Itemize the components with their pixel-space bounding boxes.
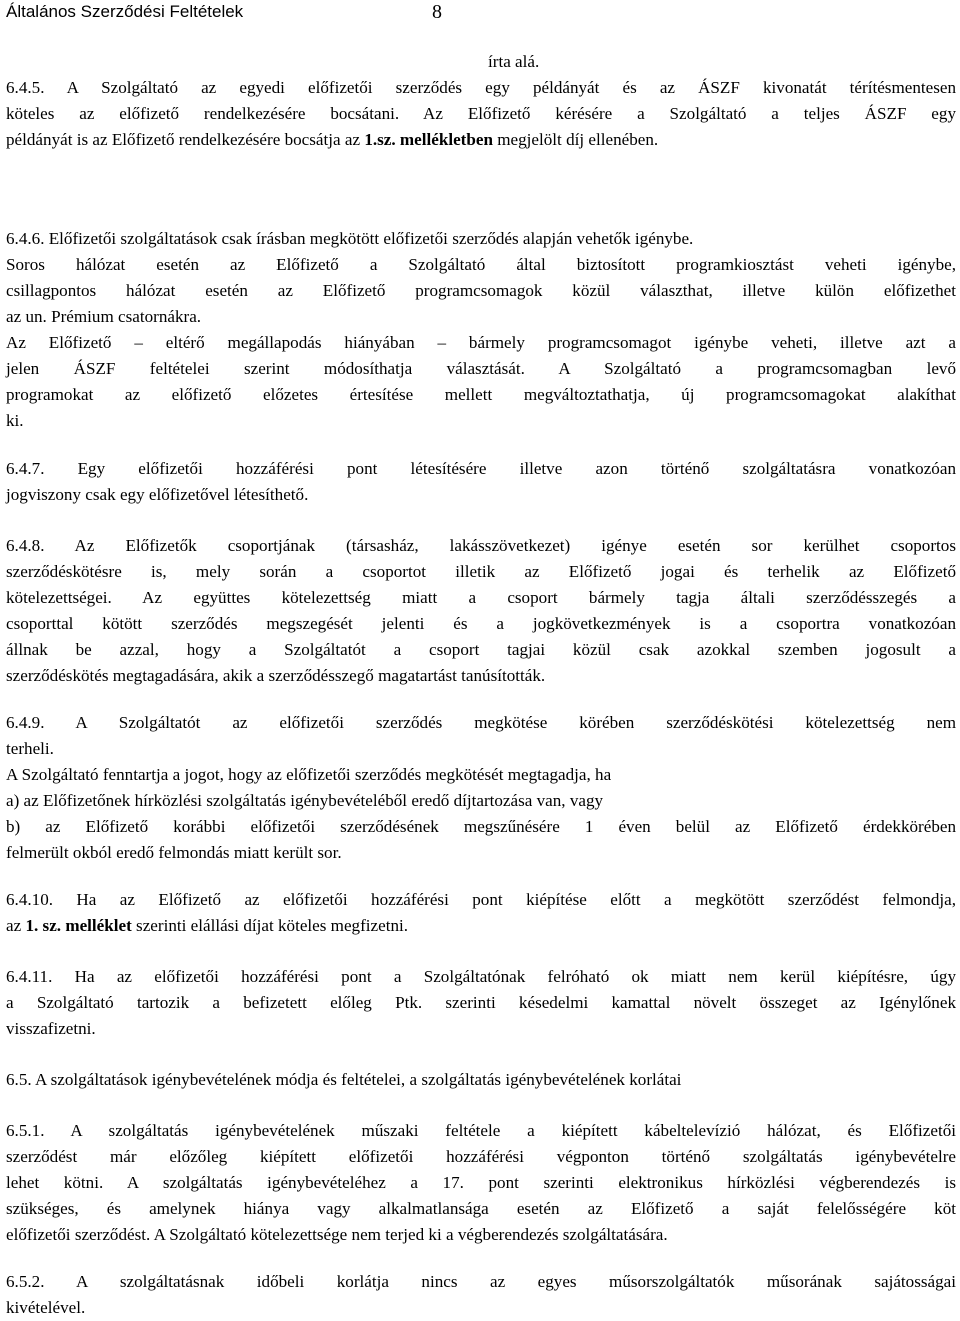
page-number: 8 xyxy=(432,1,442,23)
text-line: előfizetői szerződést. A Szolgáltató kötelezettsége nem terjed ki a végberendezés szolgáltatására. xyxy=(6,1225,668,1244)
text-line: ki. xyxy=(6,411,24,430)
text-line xyxy=(6,913,956,939)
text-span: megjelölt díj ellenében. xyxy=(492,130,659,149)
section-6-4-5 xyxy=(6,75,956,153)
text-line xyxy=(6,127,956,153)
text-line: 6.5.1. A szolgáltatás igénybevételének műszaki feltétele a kiépített kábeltelevízió hálózat, és Előfizetői xyxy=(6,1121,956,1140)
text-line: terheli. xyxy=(6,739,54,758)
section-6-4-7 xyxy=(6,456,956,508)
section-6-4-8 xyxy=(6,533,956,689)
section-6-4-10 xyxy=(6,887,956,939)
text-line: csoporttal kötött szerződés megszegését jelenti és a jogkövetkezmények is a csoportra vonatkozóan xyxy=(6,614,956,633)
text-line: 6.4.6. Előfizetői szolgáltatások csak írásban megkötött előfizetői szerződés alapján vehetők igénybe. xyxy=(6,229,694,248)
section-6-4-9 xyxy=(6,710,956,866)
text-span: az xyxy=(6,916,26,935)
document-header-title: Általános Szerződési Feltételek xyxy=(6,2,244,21)
continued-line: írta alá. xyxy=(488,52,540,71)
bold-reference: 1.sz. mellékletben xyxy=(364,130,493,149)
text-span: példányát is az Előfizető rendelkezésére bocsátja az xyxy=(6,130,365,149)
text-line: a Szolgáltató tartozik a befizetett előleg Ptk. szerinti késedelmi kamattal növelt összeget az Igénylőnek xyxy=(6,993,956,1012)
text-line: csillagpontos hálózat esetén az Előfizető programcsomagok közül választhat, illetve külön előfizethet xyxy=(6,281,956,300)
text-line: visszafizetni. xyxy=(6,1019,96,1038)
bold-reference: 1. sz. melléklet xyxy=(25,916,132,935)
text-line: Soros hálózat esetén az Előfizető a Szolgáltató által biztosított programkiosztást veheti igénybe, xyxy=(6,255,956,274)
text-line: jogviszony csak egy előfizetővel létesíthető. xyxy=(6,485,309,504)
text-line: szükséges, és amelynek hiánya vagy alkalmatlansága esetén az Előfizető a saját felelősségére köt xyxy=(6,1199,956,1218)
section-6-5 xyxy=(6,1067,956,1093)
text-line: 6.4.5. A Szolgáltató az egyedi előfizetői szerződés egy példányát és az ÁSZF kivonatát térítésmentesen xyxy=(6,78,956,97)
text-line: szerződést már előzőleg kiépített előfizetői hozzáférési végponton történő szolgáltatás igénybevételre xyxy=(6,1147,956,1166)
text-line: lehet kötni. A szolgáltatás igénybevételéhez a 17. pont szerinti elektronikus hírközlési végberendezés is xyxy=(6,1173,956,1192)
text-line: a) az Előfizetőnek hírközlési szolgáltatás igénybevételéből eredő díjtartozása van, vagy xyxy=(6,791,604,810)
text-line: 6.4.11. Ha az előfizetői hozzáférési pont a Szolgáltatónak felróható ok miatt nem kerül kiépítésre, úgy xyxy=(6,967,956,986)
text-line: Az Előfizető – eltérő megállapodás hiányában – bármely programcsomagot igénybe veheti, illetve azt a xyxy=(6,333,956,352)
section-6-5-1 xyxy=(6,1118,956,1248)
text-line: 6.4.9. A Szolgáltatót az előfizetői szerződés megkötése körében szerződéskötési kötelezettség nem xyxy=(6,713,956,732)
text-line: köteles az előfizető rendelkezésére bocsátani. Az Előfizető kérésére a Szolgáltató a teljes ÁSZF egy xyxy=(6,104,956,123)
text-line: állnak be azzal, hogy a Szolgáltatót a csoport tagjai közül csak azokkal szemben jogosult a xyxy=(6,640,956,659)
section-6-4-11 xyxy=(6,964,956,1042)
section-heading: 6.5. A szolgáltatások igénybevételének módja és feltételei, a szolgáltatás igénybevételének korlátai xyxy=(6,1070,682,1089)
text-span: szerinti elállási díjat köteles megfizetni. xyxy=(131,916,409,935)
text-line: szerződéskötésre is, mely során a csoportot illetik az Előfizető jogai és terhelik az Előfizető xyxy=(6,562,956,581)
text-line: 6.4.10. Ha az Előfizető az előfizetői hozzáférési pont kiépítése előtt a megkötött szerződést felmondja, xyxy=(6,890,956,909)
text-line: jelen ÁSZF feltételei szerint módosíthatja választását. A Szolgáltató a programcsomagban levő xyxy=(6,359,956,378)
text-line: A Szolgáltató fenntartja a jogot, hogy az előfizetői szerződés megkötését megtagadja, ha xyxy=(6,765,612,784)
section-6-5-2 xyxy=(6,1269,956,1321)
text-line: kötelezettségei. Az együttes kötelezettség miatt a csoport bármely tagja általi szerződésszegés a xyxy=(6,588,956,607)
text-line: az un. Prémium csatornákra. xyxy=(6,307,202,326)
text-line: 6.4.7. Egy előfizetői hozzáférési pont létesítésére illetve azon történő szolgáltatásra vonatkozóan xyxy=(6,459,956,478)
text-line: kivételével. xyxy=(6,1298,86,1317)
text-line: szerződéskötés megtagadására, akik a szerződésszegő magatartást tanúsították. xyxy=(6,666,546,685)
text-line: b) az Előfizető korábbi előfizetői szerződésének megszűnésére 1 éven belül az Előfizető érdekkörében xyxy=(6,817,956,836)
text-line: 6.4.8. Az Előfizetők csoportjának (társasház, lakásszövetkezet) igénye esetén sor kerülhet csoportos xyxy=(6,536,956,555)
section-6-4-6 xyxy=(6,226,956,434)
text-line: programokat az előfizető előzetes értesítése mellett megváltoztathatja, új programcsomagokat alakíthat xyxy=(6,385,956,404)
text-line: felmerült okból eredő felmondás miatt került sor. xyxy=(6,843,342,862)
text-line: 6.5.2. A szolgáltatásnak időbeli korlátja nincs az egyes műsorszolgáltatók műsorának sajátosságai xyxy=(6,1272,956,1291)
